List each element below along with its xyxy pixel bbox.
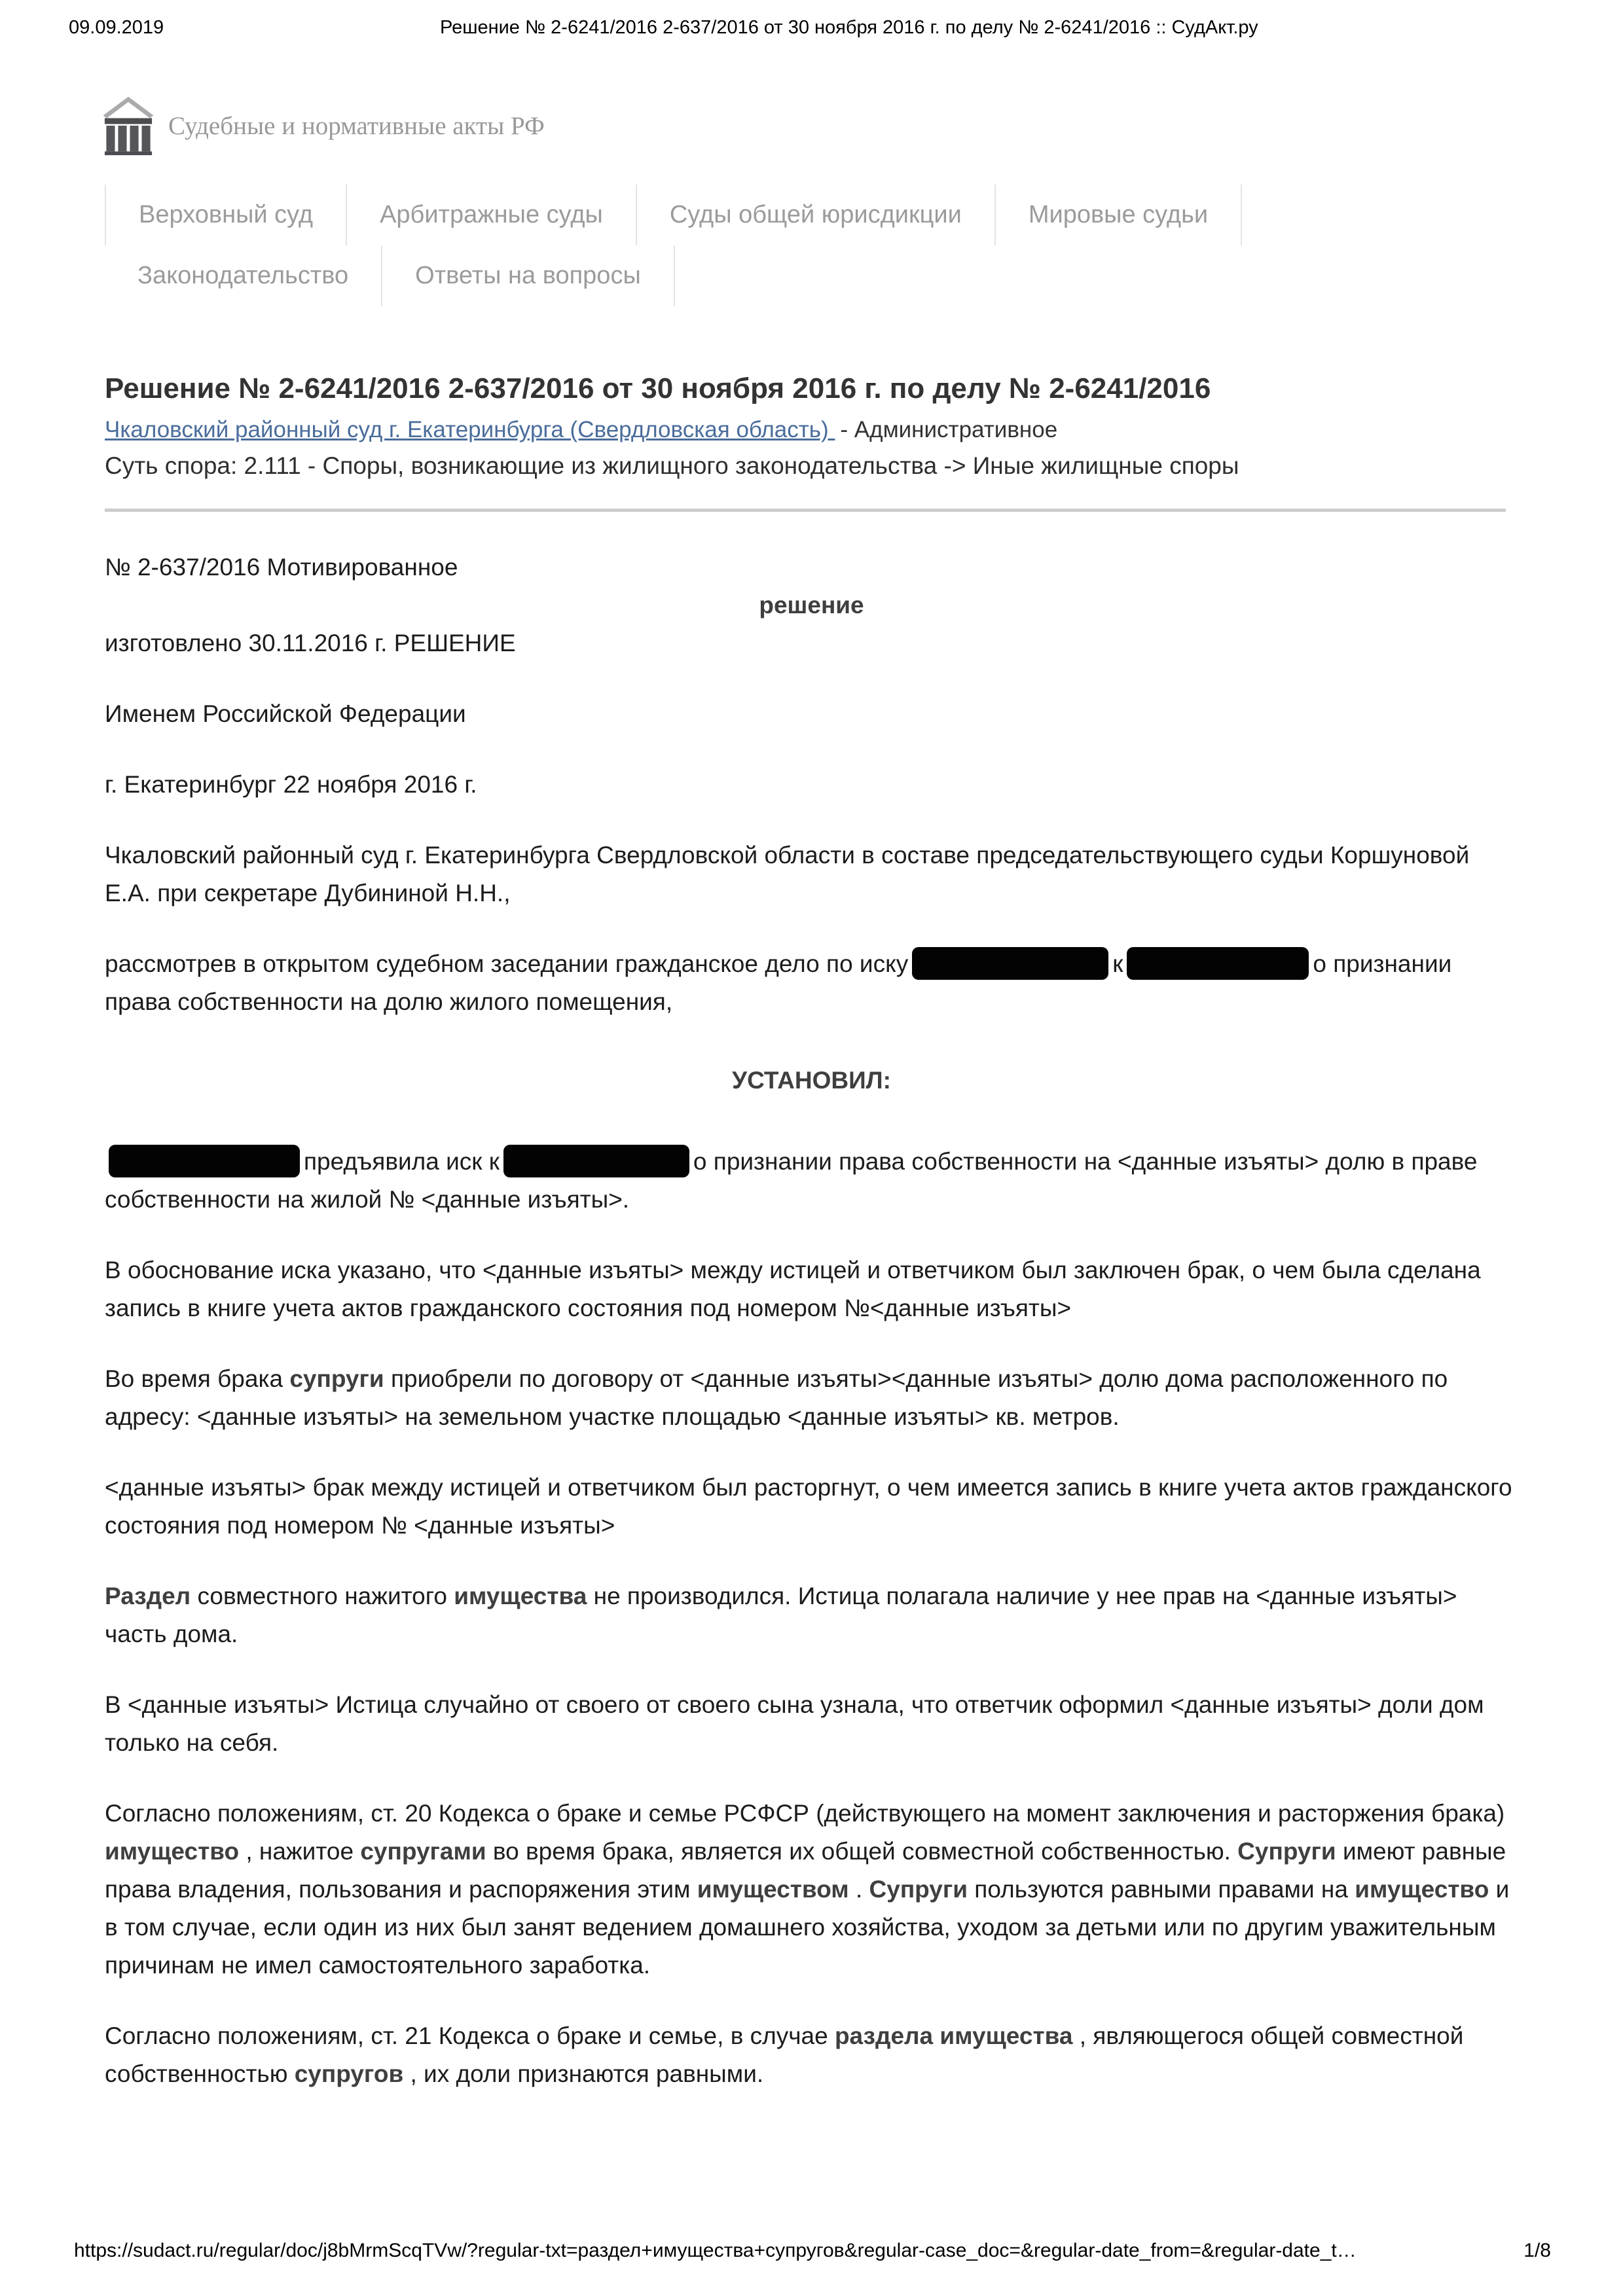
print-date: 09.09.2019	[69, 17, 164, 38]
highlighted-term: УСТАНОВИЛ:	[732, 1066, 891, 1094]
redaction-box	[1127, 947, 1309, 980]
nav-row-2	[105, 245, 1623, 306]
paragraph: В обоснование иска указано, что <данные изъяты> между истицей и ответчиком был заключен брак, о чем была сделана запись в книге учета актов гражданского состояния под номером №<данные изъяты>	[105, 1256, 1481, 1321]
nav-item-row1-2[interactable]: Арбитражные суды	[346, 185, 636, 245]
nav-item-row1-3[interactable]: Суды общей юрисдикции	[636, 185, 994, 245]
main-nav	[105, 185, 1623, 306]
nav-row-1	[105, 185, 1623, 245]
highlighted-term: Раздел	[105, 1582, 191, 1609]
highlighted-term: имущество	[105, 1837, 240, 1865]
paragraph: Чкаловский районный суд г. Екатеринбурга Свердловской области в составе председательствующего судьи Коршуновой Е.А. при секретаре Дубининой Н.Н.,	[105, 841, 1470, 906]
courthouse-icon	[101, 96, 155, 156]
case-category: - Административное	[840, 416, 1058, 442]
highlighted-term: имущество	[1355, 1875, 1489, 1903]
paragraph: <данные изъяты> брак между истицей и ответчиком был расторгнут, о чем имеется запись в книге учета актов гражданского состояния под номером № <данные изъяты>	[105, 1473, 1512, 1539]
highlighted-term: имуществом	[697, 1875, 849, 1903]
decision-heading	[105, 1062, 1518, 1100]
paragraph: Согласно положениям, ст. 20 Кодекса о браке и семье РСФСР (действующего на момент заключения и расторжения брака) имущество , нажитое супругами во время брака, является их общей совместной собственностью. Супруги имеют равные права владения, пользования и распоряжения этим имуществом . Супруги пользуются равными правами на имущество и в том случае, если один из них был занят ведением домашнего хозяйства, уходом за детьми или по другим уважительным причинам не имел самостоятельного заработка.	[105, 1799, 1510, 1979]
paragraph: В <данные изъяты> Истица случайно от своего от своего сына узнала, что ответчик оформил <данные изъяты> доли дом только на себя.	[105, 1691, 1484, 1756]
highlighted-term: супругов	[294, 2060, 404, 2087]
redaction-box	[503, 1145, 689, 1177]
highlighted-term: супруги	[289, 1365, 384, 1392]
highlighted-term: Супруги	[869, 1875, 968, 1903]
paragraph: изготовлено 30.11.2016 г. РЕШЕНИЕ	[105, 629, 516, 656]
paragraph: Именем Российской Федерации	[105, 700, 466, 727]
highlighted-term: имущества	[454, 1582, 587, 1609]
paragraph: № 2-637/2016 Мотивированное	[105, 553, 458, 581]
paragraph: Согласно положениям, ст. 21 Кодекса о браке и семье, в случае раздела имущества , являющегося общей совместной собственностью супругов , их доли признаются равными.	[105, 2022, 1464, 2087]
case-subject: Суть спора: 2.111 - Споры, возникающие из жилищного законодательства -> Иные жилищные споры	[105, 452, 1239, 479]
highlighted-term: Супруги	[1237, 1837, 1336, 1865]
content-divider	[105, 509, 1506, 512]
paragraph: г. Екатеринбург 22 ноября 2016 г.	[105, 770, 477, 798]
nav-item-row1-4[interactable]: Мировые судьи	[994, 185, 1242, 245]
print-title: Решение № 2-6241/2016 2-637/2016 от 30 ноября 2016 г. по делу № 2-6241/2016 :: СудАкт.ру	[440, 17, 1258, 38]
court-link[interactable]: Чкаловский районный суд г. Екатеринбурга (Свердловская область)	[105, 416, 835, 442]
highlighted-term: раздела имущества	[834, 2022, 1073, 2049]
nav-item-row1-1[interactable]: Верховный суд	[105, 185, 346, 245]
page-number: 1/8	[1523, 2240, 1551, 2261]
print-url: https://sudact.ru/regular/doc/j8bMrmScqTVw/?regular-txt=раздел+имущества+супругов&regular-case_doc=&regular-date_from=&regular-date_t…	[74, 2240, 1357, 2261]
highlighted-term: супругами	[360, 1837, 486, 1865]
print-footer	[74, 2240, 1551, 2262]
nav-item-row2-2[interactable]: Ответы на вопросы	[381, 245, 675, 306]
content	[105, 372, 1518, 2093]
document-body	[105, 548, 1518, 2093]
paragraph: предъявила иск к о признании права собственности на <данные изъяты> долю в праве собственности на жилой № <данные изъяты>.	[105, 1143, 1518, 1219]
logo-text: Судебные и нормативные акты РФ	[168, 111, 545, 140]
paragraph	[105, 586, 1518, 624]
paragraph: Раздел совместного нажитого имущества не производился. Истица полагала наличие у нее прав на <данные изъяты> часть дома.	[105, 1582, 1457, 1647]
redaction-box	[912, 947, 1108, 980]
case-title: Решение № 2-6241/2016 2-637/2016 от 30 ноября 2016 г. по делу № 2-6241/2016	[105, 372, 1211, 404]
case-meta	[105, 417, 1518, 443]
paragraph: рассмотрев в открытом судебном заседании гражданское дело по иску к о признании права собственности на долю жилого помещения,	[105, 945, 1518, 1021]
paragraph: Во время брака супруги приобрели по договору от <данные изъяты><данные изъяты> долю дома расположенного по адресу: <данные изъяты> на земельном участке площадью <данные изъяты> кв. метров.	[105, 1365, 1448, 1430]
redaction-box	[109, 1145, 300, 1177]
nav-item-row2-1[interactable]: Законодательство	[137, 262, 349, 289]
highlighted-term: решение	[759, 591, 864, 619]
